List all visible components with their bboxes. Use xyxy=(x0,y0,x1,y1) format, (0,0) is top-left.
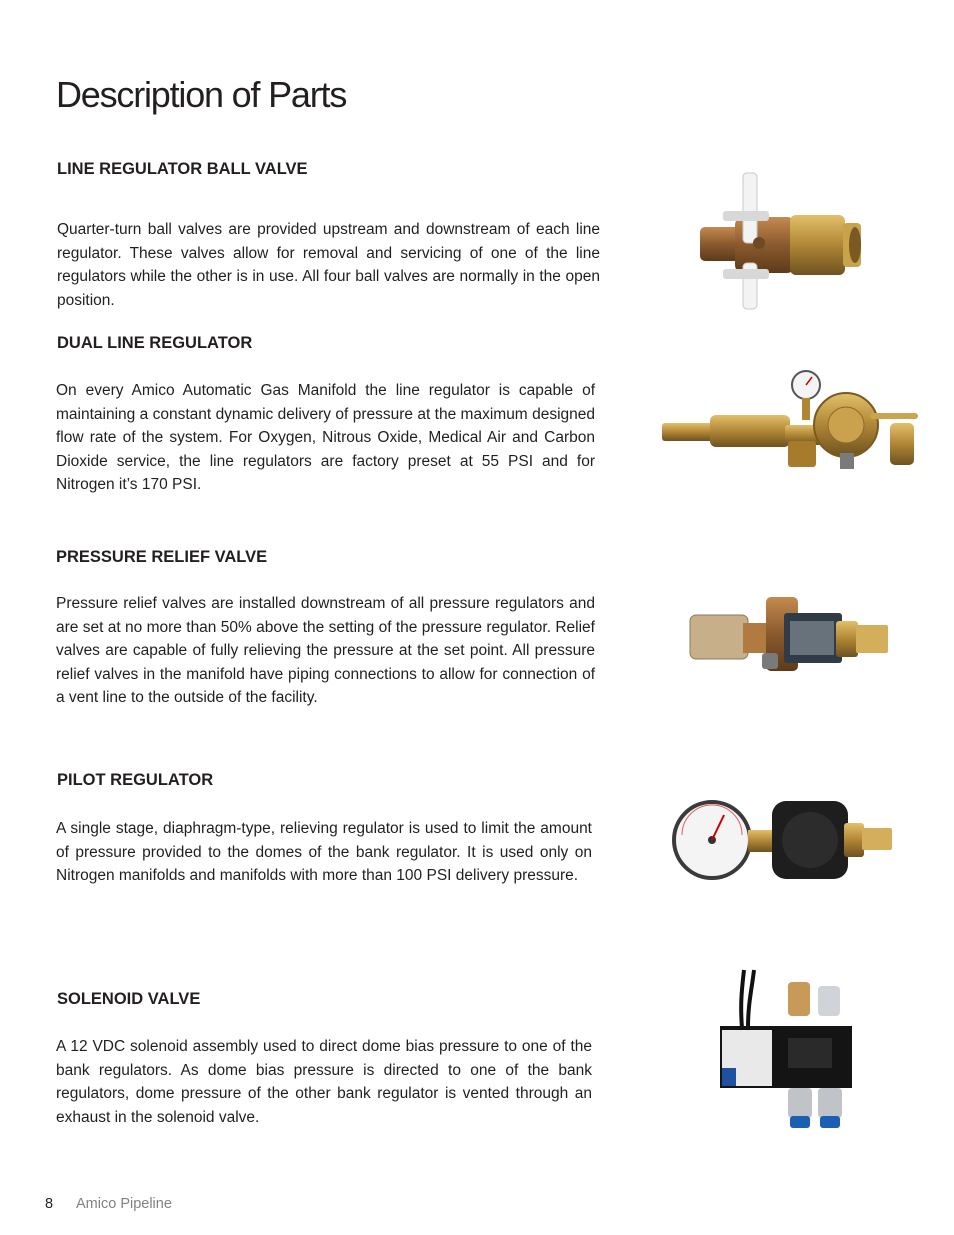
section-body-pilot-regulator: A single stage, diaphragm-type, relieving regulator is used to limit the amount of pressure provided to the domes of the bank regulator. It is used only on Nitrogen manifolds and manifolds with more than 100 PSI delivery pressure. xyxy=(56,820,592,884)
section-heading-pressure-relief-valve: PRESSURE RELIEF VALVE xyxy=(56,548,268,566)
section-body-pressure-relief-valve: Pressure relief valves are installed downstream of all pressure regulators and are set at no more than 50% above the setting of the pressure regulator. Relief valves are capable of fully relieving the pressure at the set point. All pressure relief valves in the manifold have piping connections to allow for connection of a vent line to the outside of the facility. xyxy=(56,595,595,706)
section-heading-ball-valve: LINE REGULATOR BALL VALVE xyxy=(57,160,308,178)
section-heading-solenoid-valve: SOLENOID VALVE xyxy=(57,990,201,1008)
ball-valve-image xyxy=(695,165,870,315)
footer-brand: Amico Pipeline xyxy=(76,1196,172,1212)
section-body-solenoid-valve: A 12 VDC solenoid assembly used to direct dome bias pressure to one of the bank regulators. As dome bias pressure is directed to one of the bank regulators, dome pressure of the other bank regulator is vented through an exhaust in the solenoid valve. xyxy=(56,1038,592,1126)
section-body-dual-line-regulator: On every Amico Automatic Gas Manifold the line regulator is capable of maintaining a constant dynamic delivery of pressure at the maximum designed flow rate of the system. For Oxygen, Nitrous Oxide, Medical Air and Carbon Dioxide service, the line regulators are factory preset at 55 PSI and for Nitrogen it’s 170 PSI. xyxy=(56,382,595,493)
pilot-regulator-image xyxy=(672,795,897,885)
pressure-relief-valve-image xyxy=(688,593,893,678)
footer-page-number: 8 xyxy=(45,1196,54,1212)
page-title: Description of Parts xyxy=(56,74,347,115)
section-heading-pilot-regulator: PILOT REGULATOR xyxy=(57,771,214,789)
solenoid-valve-image xyxy=(718,968,854,1133)
section-body-ball-valve: Quarter-turn ball valves are provided upstream and downstream of each line regulator. These valves allow for removal and servicing of one of the line regulators while the other is in use. All four ball valves are normally in the open position. xyxy=(57,221,600,309)
section-heading-dual-line-regulator: DUAL LINE REGULATOR xyxy=(57,334,253,352)
dual-line-regulator-image xyxy=(660,365,920,475)
